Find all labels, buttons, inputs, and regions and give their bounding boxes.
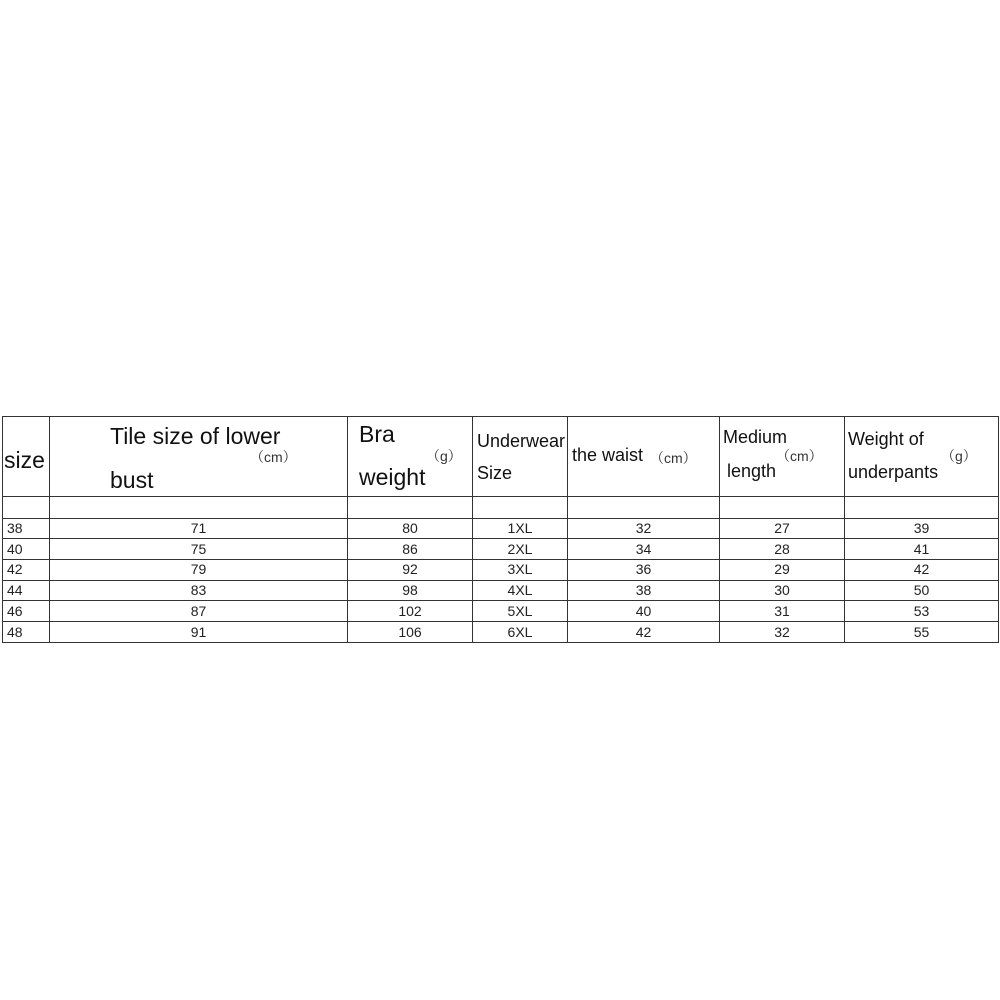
header-size-label: size bbox=[4, 447, 45, 473]
cell-length: 31 bbox=[720, 601, 845, 622]
cell-underwear-size: 6XL bbox=[473, 622, 568, 643]
cell-size: 38 bbox=[3, 518, 50, 539]
header-row bbox=[3, 417, 999, 497]
cell-bust: 79 bbox=[50, 560, 348, 581]
cell-length: 28 bbox=[720, 539, 845, 560]
cell-bust: 71 bbox=[50, 518, 348, 539]
cell-size: 40 bbox=[3, 539, 50, 560]
header-underwear-size bbox=[473, 417, 568, 497]
cell-bust: 87 bbox=[50, 601, 348, 622]
cell-length: 27 bbox=[720, 518, 845, 539]
header-bra-weight bbox=[348, 417, 473, 497]
header-weight-line1: Weight of bbox=[848, 429, 924, 449]
cell-waist: 40 bbox=[568, 601, 720, 622]
cell-underwear-size: 4XL bbox=[473, 580, 568, 601]
table-row bbox=[3, 601, 999, 622]
header-waist-unit: （cm） bbox=[650, 450, 697, 466]
header-bra-line2: weight bbox=[359, 464, 426, 490]
cell-underwear-size: 5XL bbox=[473, 601, 568, 622]
cell-length: 32 bbox=[720, 622, 845, 643]
cell-size: 44 bbox=[3, 580, 50, 601]
table-row bbox=[3, 580, 999, 601]
header-tile-unit: （cm） bbox=[250, 449, 297, 465]
cell-underpants-weight: 42 bbox=[845, 560, 999, 581]
cell-bra-weight: 86 bbox=[348, 539, 473, 560]
table-row bbox=[3, 560, 999, 581]
header-bra-line1: Bra bbox=[359, 421, 395, 447]
cell-underwear-size: 3XL bbox=[473, 560, 568, 581]
cell-underwear-size: 1XL bbox=[473, 518, 568, 539]
blank-row bbox=[3, 496, 999, 518]
cell-bust: 91 bbox=[50, 622, 348, 643]
header-waist-label: the waist bbox=[572, 445, 644, 465]
header-waist bbox=[568, 417, 720, 497]
header-bra-unit: （g） bbox=[426, 448, 462, 464]
header-underwear-line1: Underwear bbox=[477, 431, 566, 451]
cell-length: 29 bbox=[720, 560, 845, 581]
header-medium-length bbox=[720, 417, 845, 497]
header-weight-line2: underpants bbox=[848, 462, 939, 482]
header-medium-line1: Medium bbox=[723, 427, 788, 447]
header-tile-line1: Tile size of lower bbox=[110, 423, 281, 449]
cell-waist: 32 bbox=[568, 518, 720, 539]
cell-underpants-weight: 39 bbox=[845, 518, 999, 539]
cell-bra-weight: 92 bbox=[348, 560, 473, 581]
cell-size: 46 bbox=[3, 601, 50, 622]
cell-underwear-size: 2XL bbox=[473, 539, 568, 560]
cell-size: 48 bbox=[3, 622, 50, 643]
cell-bra-weight: 106 bbox=[348, 622, 473, 643]
cell-underpants-weight: 41 bbox=[845, 539, 999, 560]
cell-underpants-weight: 50 bbox=[845, 580, 999, 601]
size-chart-table bbox=[2, 416, 999, 643]
header-tile-line2: bust bbox=[110, 467, 154, 493]
header-medium-line2: length bbox=[727, 461, 777, 481]
cell-waist: 42 bbox=[568, 622, 720, 643]
cell-size: 42 bbox=[3, 560, 50, 581]
cell-bra-weight: 98 bbox=[348, 580, 473, 601]
header-underpants-weight bbox=[845, 417, 999, 497]
cell-bra-weight: 80 bbox=[348, 518, 473, 539]
cell-underpants-weight: 53 bbox=[845, 601, 999, 622]
table-row bbox=[3, 518, 999, 539]
cell-waist: 34 bbox=[568, 539, 720, 560]
header-size bbox=[3, 417, 50, 497]
cell-length: 30 bbox=[720, 580, 845, 601]
header-weight-unit: （g） bbox=[941, 448, 977, 464]
cell-underpants-weight: 55 bbox=[845, 622, 999, 643]
cell-bust: 75 bbox=[50, 539, 348, 560]
header-tile-size bbox=[50, 417, 348, 497]
cell-waist: 36 bbox=[568, 560, 720, 581]
cell-waist: 38 bbox=[568, 580, 720, 601]
table-row bbox=[3, 622, 999, 643]
header-medium-unit: （cm） bbox=[776, 448, 823, 464]
cell-bra-weight: 102 bbox=[348, 601, 473, 622]
cell-bust: 83 bbox=[50, 580, 348, 601]
table-row bbox=[3, 539, 999, 560]
header-underwear-line2: Size bbox=[477, 463, 513, 483]
